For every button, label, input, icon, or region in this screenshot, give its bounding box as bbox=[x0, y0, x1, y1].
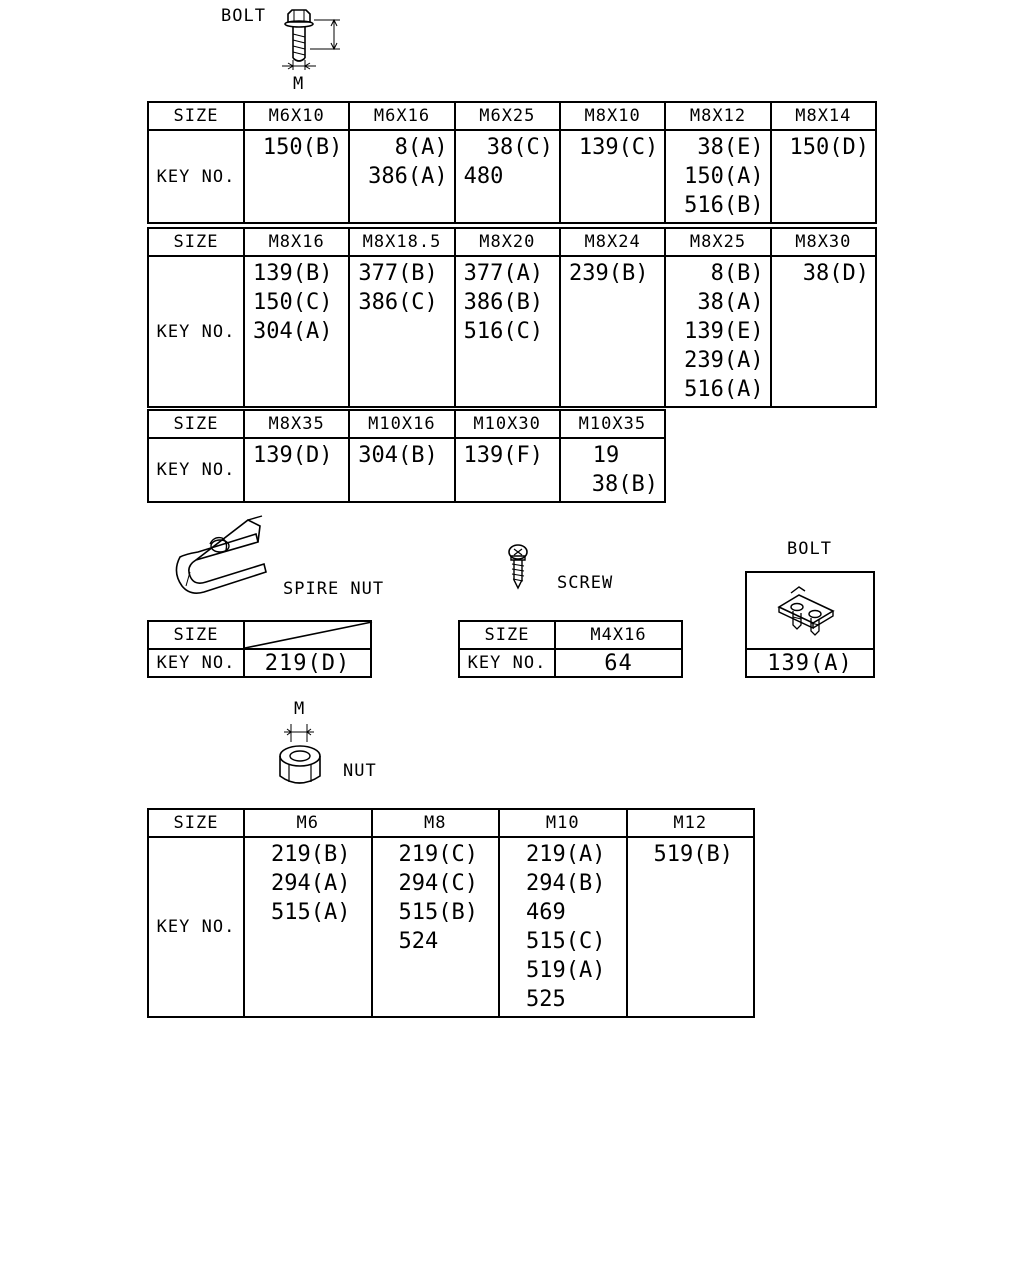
size-header: SIZE bbox=[148, 228, 244, 256]
key-cell bbox=[627, 837, 755, 1017]
key-number: 377(B) bbox=[358, 261, 438, 286]
size-cell: M8X10 bbox=[560, 102, 665, 130]
size-row bbox=[148, 621, 371, 649]
size-row bbox=[148, 809, 754, 837]
size-cell: M10X16 bbox=[349, 410, 454, 438]
nut-dimension-label: M bbox=[294, 699, 306, 719]
size-cell: M8X18.5 bbox=[349, 228, 454, 256]
key-number: 139(D) bbox=[253, 443, 333, 468]
key-cell bbox=[560, 130, 665, 223]
size-cell: M8X14 bbox=[771, 102, 876, 130]
key-number: 150(D) bbox=[789, 135, 869, 160]
screw-icon bbox=[506, 544, 532, 590]
key-number: 38(D) bbox=[802, 261, 869, 286]
size-cell: M8X16 bbox=[244, 228, 349, 256]
key-cell bbox=[349, 130, 454, 223]
key-number: 480 bbox=[463, 164, 504, 189]
key-cell bbox=[244, 837, 372, 1017]
key-number: 139(B) bbox=[253, 261, 333, 286]
size-cell: M10X30 bbox=[455, 410, 560, 438]
key-number: 386(A) bbox=[368, 164, 448, 189]
bracket-bolt-label: BOLT bbox=[787, 539, 832, 559]
key-row bbox=[148, 130, 876, 223]
key-number: 239(B) bbox=[568, 261, 649, 286]
key-number: 519(A) bbox=[526, 958, 606, 983]
key-cell bbox=[455, 438, 560, 502]
flange-bolt-icon bbox=[270, 4, 350, 94]
key-number: 38(C) bbox=[486, 135, 553, 160]
size-cell: M8X30 bbox=[771, 228, 876, 256]
key-cell bbox=[665, 256, 770, 407]
key-row bbox=[746, 649, 874, 677]
size-cell: M10X35 bbox=[560, 410, 665, 438]
size-header: SIZE bbox=[148, 102, 244, 130]
key-number: 139(C) bbox=[578, 135, 659, 160]
key-number: 516(A) bbox=[684, 377, 764, 402]
key-number: 386(C) bbox=[358, 290, 438, 315]
key-number: 38(B) bbox=[591, 472, 658, 497]
key-row bbox=[148, 438, 665, 502]
size-row bbox=[148, 228, 876, 256]
key-number: 469 bbox=[526, 900, 566, 925]
key-cell bbox=[560, 256, 665, 407]
key-number: 219(D) bbox=[244, 649, 371, 677]
key-number: 38(E) bbox=[697, 135, 764, 160]
key-number: 515(A) bbox=[271, 900, 351, 925]
size-cell: M8X25 bbox=[665, 228, 770, 256]
bolt-label: BOLT bbox=[221, 6, 266, 26]
hex-nut-icon bbox=[274, 720, 328, 790]
bolt-size-table-2 bbox=[147, 227, 877, 408]
key-cell bbox=[560, 438, 665, 502]
key-cell bbox=[244, 256, 349, 407]
size-header: SIZE bbox=[459, 621, 555, 649]
spire-nut-label: SPIRE NUT bbox=[283, 579, 385, 599]
key-number: 219(A) bbox=[526, 842, 606, 867]
size-cell: M6 bbox=[244, 809, 372, 837]
spire-nut-icon bbox=[170, 512, 270, 598]
key-no-header: KEY NO. bbox=[148, 256, 244, 407]
key-row bbox=[148, 837, 754, 1017]
key-number: 515(B) bbox=[398, 900, 478, 925]
key-no-header: KEY NO. bbox=[459, 649, 555, 677]
key-number: 304(B) bbox=[358, 443, 438, 468]
key-cell bbox=[349, 256, 454, 407]
key-number: 515(C) bbox=[526, 929, 606, 954]
key-cell bbox=[771, 130, 876, 223]
bracket-bolt-table bbox=[745, 571, 875, 678]
bracket-bolt-picture-cell bbox=[746, 572, 874, 649]
size-cell: M12 bbox=[627, 809, 755, 837]
size-header: SIZE bbox=[148, 809, 244, 837]
key-number: 294(A) bbox=[271, 871, 351, 896]
key-number: 377(A) bbox=[463, 261, 544, 286]
key-number: 294(B) bbox=[526, 871, 606, 896]
screw-label: SCREW bbox=[557, 573, 614, 593]
bolt-dimension-label: M bbox=[293, 74, 305, 94]
key-number: 8(A) bbox=[394, 135, 448, 160]
size-cell: M6X25 bbox=[455, 102, 560, 130]
key-number: 519(B) bbox=[653, 842, 733, 867]
key-no-header: KEY NO. bbox=[148, 438, 244, 502]
size-cell-blank bbox=[244, 621, 371, 649]
size-cell: M8X20 bbox=[455, 228, 560, 256]
bolt-size-table-1 bbox=[147, 101, 877, 224]
key-cell bbox=[499, 837, 627, 1017]
size-cell: M8X35 bbox=[244, 410, 349, 438]
key-number: 239(A) bbox=[684, 348, 764, 373]
size-row bbox=[459, 621, 682, 649]
bolt-size-table-3 bbox=[147, 409, 666, 503]
size-row bbox=[148, 410, 665, 438]
diagonal-slash bbox=[245, 622, 372, 648]
key-number: 8(B) bbox=[710, 261, 764, 286]
bracket-bolt-icon bbox=[775, 585, 841, 637]
key-cell bbox=[244, 130, 349, 223]
picture-row bbox=[746, 572, 874, 649]
nut-label: NUT bbox=[343, 761, 377, 781]
key-cell bbox=[372, 837, 500, 1017]
key-number: 516(B) bbox=[684, 193, 764, 218]
key-row bbox=[148, 256, 876, 407]
key-number: 139(F) bbox=[463, 443, 543, 468]
key-cell bbox=[244, 438, 349, 502]
key-number: 525 bbox=[526, 987, 566, 1012]
size-cell: M4X16 bbox=[555, 621, 682, 649]
key-row bbox=[459, 649, 682, 677]
key-cell bbox=[349, 438, 454, 502]
key-cell bbox=[665, 130, 770, 223]
key-number: 64 bbox=[555, 649, 682, 677]
key-number: 304(A) bbox=[253, 319, 333, 344]
size-cell: M8 bbox=[372, 809, 500, 837]
size-cell: M6X16 bbox=[349, 102, 454, 130]
size-header: SIZE bbox=[148, 410, 244, 438]
size-cell: M6X10 bbox=[244, 102, 349, 130]
key-number: 150(B) bbox=[262, 135, 343, 160]
size-cell: M10 bbox=[499, 809, 627, 837]
key-cell bbox=[771, 256, 876, 407]
key-number: 19 bbox=[592, 443, 620, 468]
key-number: 139(A) bbox=[746, 649, 874, 677]
size-cell: M8X24 bbox=[560, 228, 665, 256]
key-cell bbox=[455, 256, 560, 407]
size-header: SIZE bbox=[148, 621, 244, 649]
key-cell bbox=[455, 130, 560, 223]
key-number: 294(C) bbox=[398, 871, 478, 896]
key-no-header: KEY NO. bbox=[148, 837, 244, 1017]
nut-size-table bbox=[147, 808, 755, 1018]
key-number: 139(E) bbox=[684, 319, 764, 344]
screw-table bbox=[458, 620, 683, 678]
key-number: 516(C) bbox=[463, 319, 544, 344]
key-no-header: KEY NO. bbox=[148, 649, 244, 677]
key-number: 524 bbox=[398, 929, 439, 954]
key-number: 150(A) bbox=[684, 164, 764, 189]
key-no-header: KEY NO. bbox=[148, 130, 244, 223]
key-number: 219(C) bbox=[398, 842, 478, 867]
key-row bbox=[148, 649, 371, 677]
key-number: 219(B) bbox=[271, 842, 351, 867]
spire-nut-table bbox=[147, 620, 372, 678]
size-row bbox=[148, 102, 876, 130]
key-number: 150(C) bbox=[253, 290, 333, 315]
size-cell: M8X12 bbox=[665, 102, 770, 130]
key-number: 386(B) bbox=[463, 290, 544, 315]
key-number: 38(A) bbox=[697, 290, 764, 315]
